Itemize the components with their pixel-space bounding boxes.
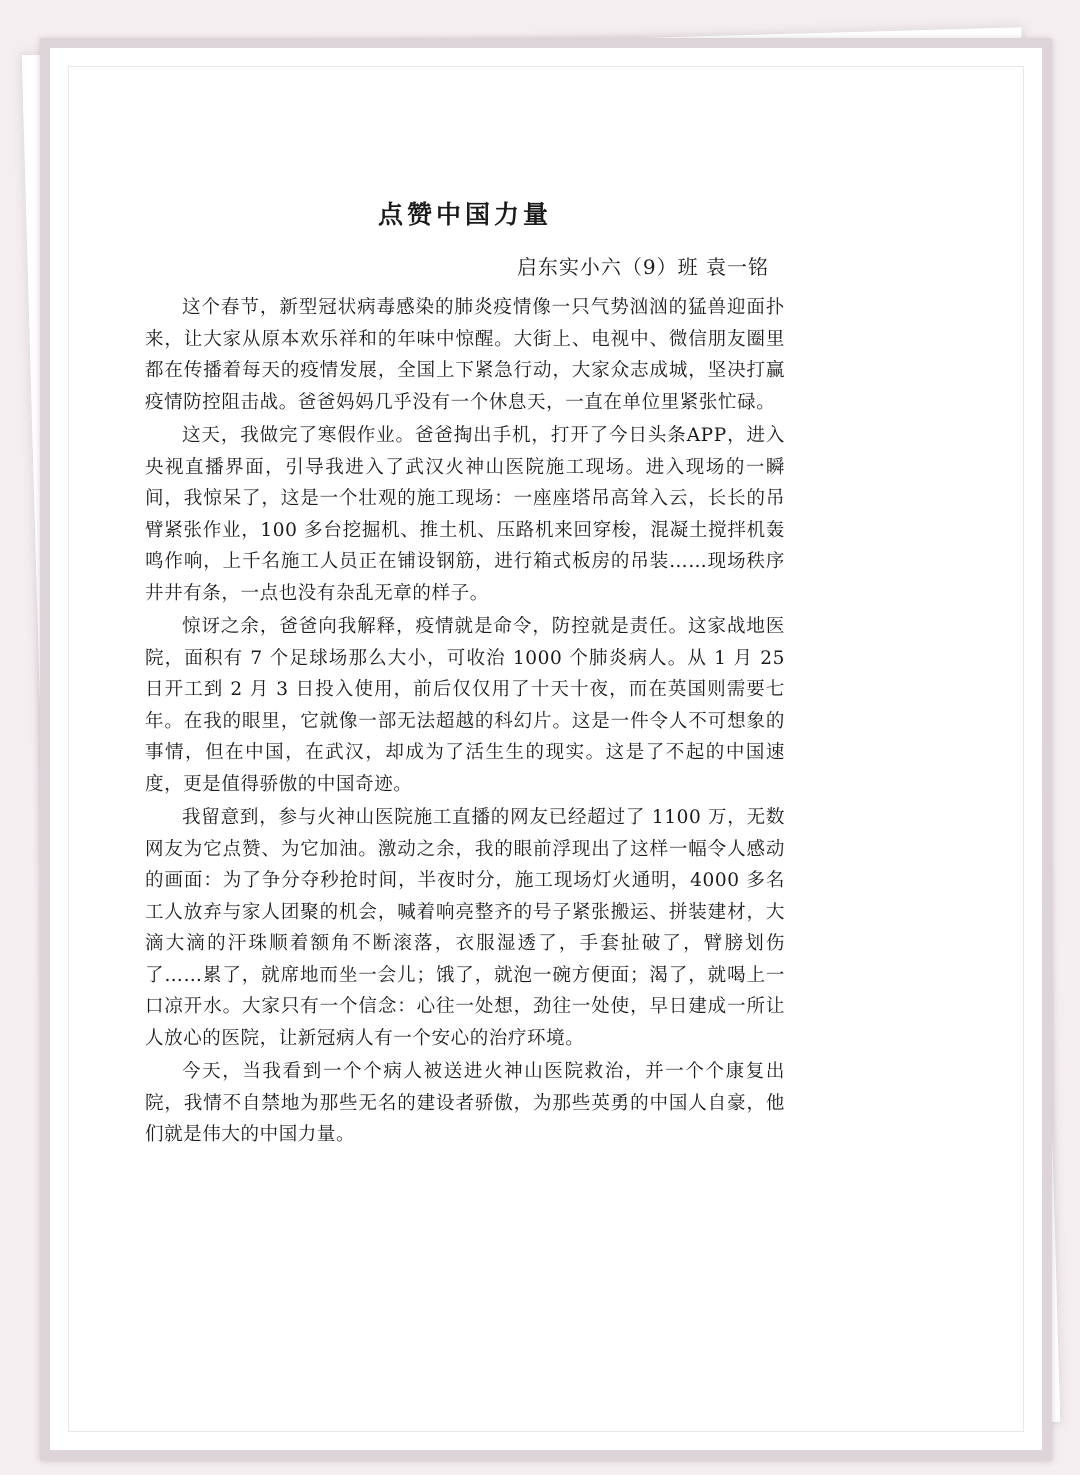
essay-title: 点赞中国力量 <box>377 200 552 229</box>
paragraph-1: 这个春节，新型冠状病毒感染的肺炎疫情像一只气势汹汹的猛兽迎面扑来，让大家从原本欢乐祥和的年味中惊醒。大街上、电视中、微信朋友圈里都在传播着每天的疫情发展，全国上下紧急行动，大家众志成城，坚决打赢疫情防控阻击战。爸爸妈妈几乎没有一个休息天，一直在单位里紧张忙碌。 <box>145 297 785 413</box>
author-line: 启东实小六（9）班 袁一铭 <box>516 255 769 279</box>
paragraph-5: 今天，当我看到一个个病人被送进火神山医院救治，并一个个康复出院，我情不自禁地为那些无名的建设者骄傲，为那些英勇的中国人自豪，他们就是伟大的中国力量。 <box>145 1061 785 1145</box>
paragraph-2: 这天，我做完了寒假作业。爸爸掏出手机，打开了今日头条APP，进入央视直播界面，引导我进入了武汉火神山医院施工现场。进入现场的一瞬间，我惊呆了，这是一个壮观的施工现场：一座座塔吊高耸入云，长长的吊臂紧张作业，100 多台挖掘机、推土机、压路机来回穿梭，混凝土搅拌机轰鸣作响，上千名施工人员正在铺设钢筋，进行箱式板房的吊装……现场秩序井井有条，一点也没有杂乱无章的样子。 <box>145 425 785 604</box>
paragraph-4: 我留意到，参与火神山医院施工直播的网友已经超过了 1100 万，无数网友为它点赞、为它加油。激动之余，我的眼前浮现出了这样一幅令人感动的画面：为了争分夺秒抢时间，半夜时分，施工现场灯火通明，4000 多名工人放弃与家人团聚的机会，喊着响亮整齐的号子紧张搬运、拼装建材，大滴大滴的汗珠顺着额角不断滚落，衣服湿透了，手套扯破了，臂膀划伤了……累了，就席地而坐一会儿；饿了，就泡一碗方便面；渴了，就喝上一口凉开水。大家只有一个信念：心往一处想，劲往一处使，早日建成一所让人放心的医院，让新冠病人有一个安心的治疗环境。 <box>145 807 785 1049</box>
paragraph-3: 惊讶之余，爸爸向我解释，疫情就是命令，防控就是责任。这家战地医院，面积有 7 个足球场那么大小，可收治 1000 个肺炎病人。从 1 月 25 日开工到 2 月 3 日投入使用，前后仅仅用了十天十夜，而在英国则需要七年。在我的眼里，它就像一部无法超越的科幻片。这是一件令人不可想象的事情，但在中国，在武汉，却成为了活生生的现实。这是了不起的中国速度，更是值得骄傲的中国奇迹。 <box>145 616 785 795</box>
essay <box>145 195 785 1153</box>
